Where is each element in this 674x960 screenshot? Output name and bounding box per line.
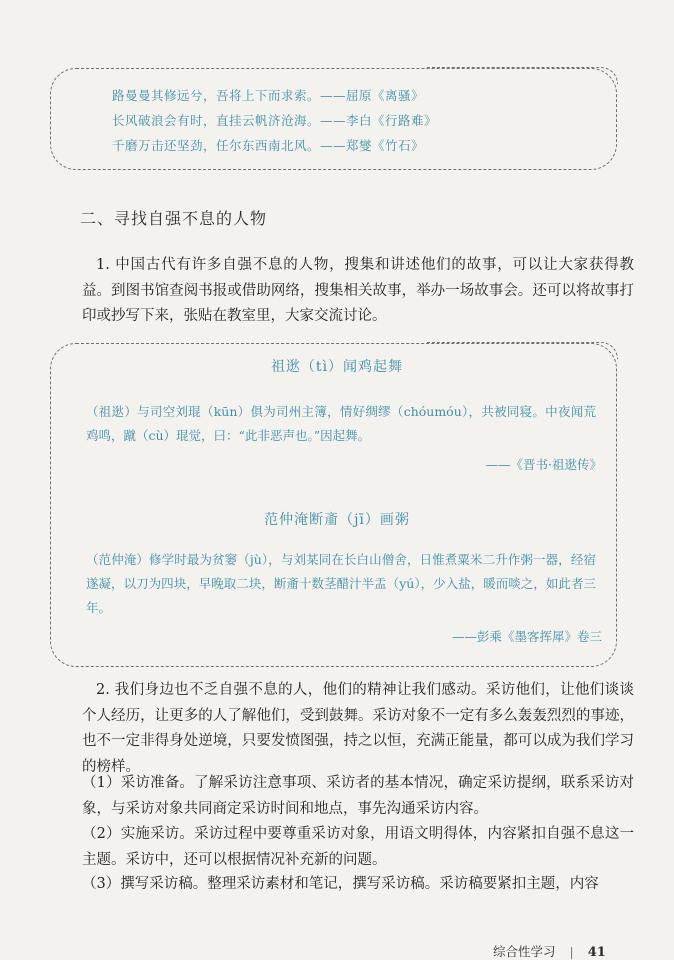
paragraph-text: （1）采访准备。了解采访注意事项、采访者的基本情况，确定采访提纲，联系采访对象，与采访对象共同商定采访时间和地点，事先沟通采访内容。 <box>82 775 634 817</box>
story-title: 范仲淹断齑（jī）画粥 <box>264 512 410 528</box>
story-title: 祖逖（tì）闻鸡起舞 <box>270 359 404 375</box>
quote-line: 千磨万击还坚劲，任尔东西南北风。——郑燮《竹石》 <box>112 138 425 153</box>
paragraph-text: （3）撰写采访稿。整理采访素材和笔记，撰写采访稿。采访稿要紧扣主题，内容 <box>82 876 599 892</box>
story-text: （范仲淹）修学时最为贫窭（jù），与刘某同在长白山僧舍，日惟煮粟米二升作粥一器，经宿遂凝，以刀为四块，早晚取二块，断齑十数茎醋汁半盂（yú），少入盐，暖而啖之，如此者三年。 <box>86 552 596 615</box>
section-heading: 二、寻找自强不息的人物 <box>80 209 268 228</box>
paragraph-text: （2）实施采访。采访过程中要尊重采访对象，用语文明得体，内容紧扣自强不息这一主题。采访中，还可以根据情况补充新的问题。 <box>82 826 634 868</box>
page-footer <box>493 942 606 960</box>
story-text: （祖逖）与司空刘琨（kūn）俱为司州主簿，情好绸缪（chóumóu），共被同寝。中夜闻荒鸡鸣，蹴（cù）琨觉，曰：“此非恶声也。”因起舞。 <box>86 404 596 443</box>
quote-line: 路曼曼其修远兮，吾将上下而求索。——屈原《离骚》 <box>112 88 425 103</box>
story-source: ——彭乘《墨客挥犀》卷三 <box>451 629 602 644</box>
footer-section: 综合性学习 <box>493 944 556 959</box>
paragraph-text: 2. 我们身边也不乏自强不息的人，他们的精神让我们感动。采访他们，让他们谈谈个人经历，让更多的人了解他们，受到鼓舞。采访对象不一定有多么轰轰烈烈的事迹，也不一定非得身处逆境，只要发愤图强，持之以恒，充满正能量，都可以成为我们学习的榜样。 <box>82 682 634 775</box>
quote-line: 长风破浪会有时，直挂云帆济沧海。——李白《行路难》 <box>112 113 438 128</box>
paragraph-text: 1. 中国古代有许多自强不息的人物，搜集和讲述他们的故事，可以让大家获得教益。到图书馆查阅书报或借助网络，搜集相关故事，举办一场故事会。还可以将故事打印或抄写下来，张贴在教室里，大家交流讨论。 <box>82 257 634 324</box>
page-number: 41 <box>587 945 606 960</box>
paragraph <box>82 678 634 780</box>
box-tab <box>427 67 618 84</box>
story-source: ——《晋书·祖逖传》 <box>485 457 602 472</box>
paragraph <box>82 253 634 330</box>
step-paragraph <box>82 771 634 822</box>
step-paragraph <box>82 872 634 898</box>
step-paragraph <box>82 822 634 873</box>
footer-separator: | <box>569 944 574 959</box>
